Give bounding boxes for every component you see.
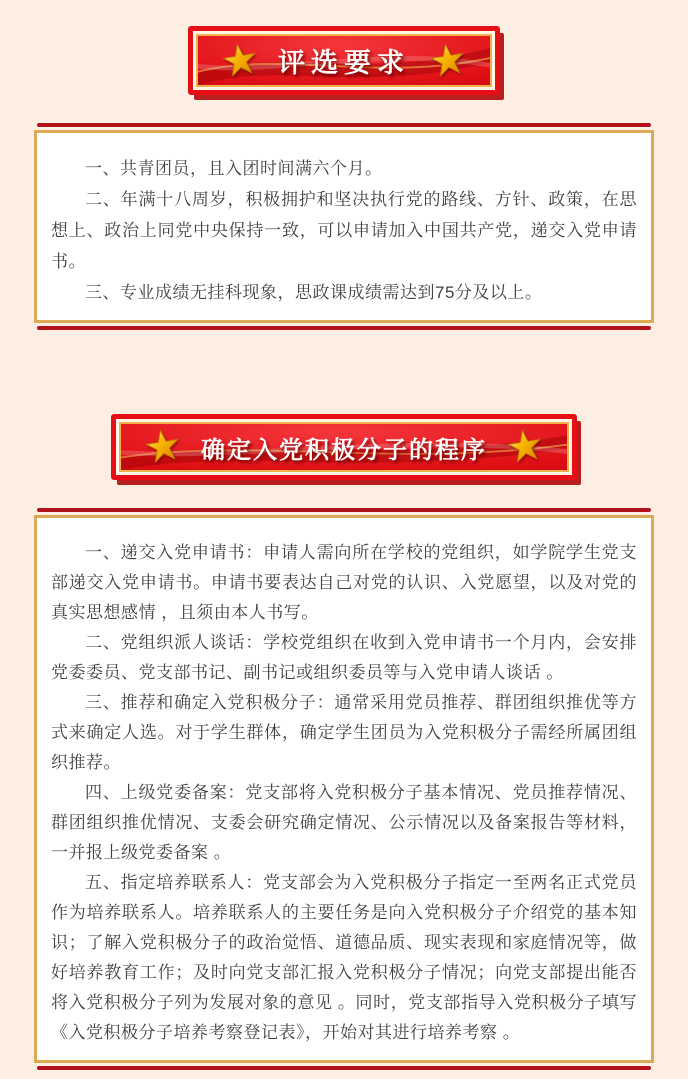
banner-selection-requirements <box>188 26 500 95</box>
procedure-step: 三、推荐和确定入党积极分子：通常采用党员推荐、群团组织推优等方式来确定人选。对于学生群体，确定学生团员为入党积极分子需经所属团组织推荐。 <box>51 693 637 772</box>
procedure-step: 一、递交入党申请书：申请人需向所在学校的党组织，如学院学生党支部递交入党申请书。申请书要表达自己对党的认识、入党愿望，以及对党的真实思想感情 ，且须由本人书写。 <box>51 543 637 622</box>
procedure-step: 五、指定培养联系人：党支部会为入党积极分子指定一至两名正式党员作为培养联系人。培养联系人的主要任务是向入党积极分子介绍党的基本知识；了解入党积极分子的政治觉悟、道德品质、现实表现和家庭情况等，做好培养教育工作；及时向党支部汇报入党积极分子情况；向党支部提出能否将入党积极分子列为发展对象的意见 。同时，党支部指导入党积极分子填写《入党积极分子培养考察登记表》，开始对其进行培养考察 。 <box>51 873 637 1042</box>
banner-activist-procedure <box>111 414 577 480</box>
requirement-item: 三、专业成绩无挂科现象，思政课成绩需达到75分及以上。 <box>85 283 543 302</box>
star-icon <box>142 426 183 467</box>
star-icon <box>427 40 468 81</box>
text-box <box>34 130 654 323</box>
star-icon <box>219 40 260 81</box>
banner-row <box>0 26 688 95</box>
banner-inner <box>119 422 569 472</box>
banner-title: 确定入党积极分子的程序 <box>201 436 487 464</box>
section-activist-procedure <box>0 414 688 1070</box>
text-box <box>34 515 654 1063</box>
procedure-step: 四、上级党委备案：党支部将入党积极分子基本情况、党员推荐情况、群团组织推优情况、支委会研究确定情况、公示情况以及备案报告等材料，一并报上级党委备案 。 <box>51 783 637 862</box>
requirement-item: 一、共青团员，且入团时间满六个月。 <box>85 159 383 178</box>
red-accent-line-bottom <box>37 326 651 330</box>
section-selection-requirements <box>0 26 688 330</box>
star-icon <box>504 426 545 467</box>
requirement-item: 二、年满十八周岁，积极拥护和坚决执行党的路线、方针、政策，在思想上、政治上同党中央保持一致，可以申请加入中国共产党，递交入党申请书。 <box>51 190 637 271</box>
content-box-activist-procedure <box>34 508 654 1070</box>
procedure-step: 二、党组织派人谈话：学校党组织在收到入党申请书一个月内，会安排党委委员、党支部书记、副书记或组织委员等与入党申请人谈话 。 <box>51 633 637 682</box>
red-accent-line-top <box>37 123 651 127</box>
banner-title: 评选要求 <box>278 48 410 78</box>
red-accent-line-top <box>37 508 651 512</box>
red-accent-line-bottom <box>37 1066 651 1070</box>
content-box-selection-requirements <box>34 123 654 330</box>
banner-inner <box>196 34 492 87</box>
banner-row <box>0 414 688 480</box>
